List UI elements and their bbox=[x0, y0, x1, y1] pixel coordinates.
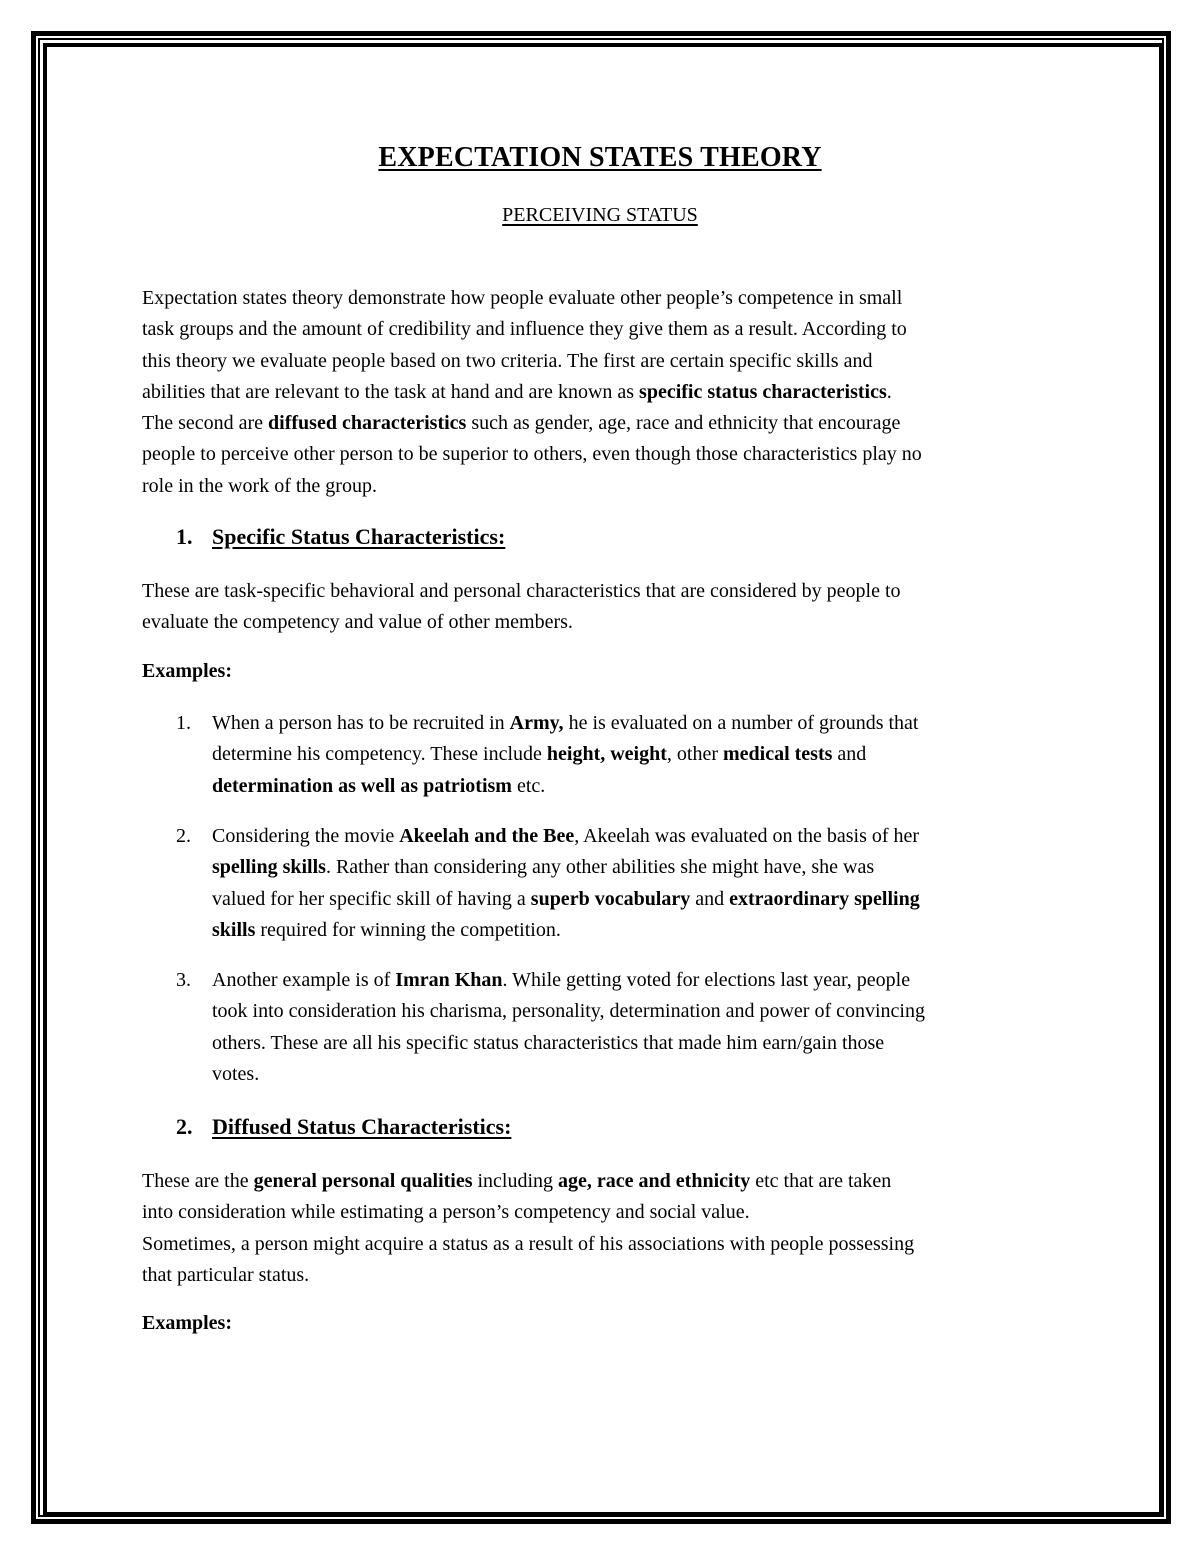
bold-term: superb vocabulary bbox=[530, 887, 691, 910]
item-line: votes. bbox=[212, 1062, 260, 1085]
example-item bbox=[142, 708, 1070, 802]
example-item bbox=[142, 965, 1070, 1090]
bold-term: Army, bbox=[509, 712, 564, 734]
bold-term: height, weight bbox=[546, 743, 667, 766]
paragraph-line: These are the general personal qualities including age, race and ethnicity etc that are taken bbox=[142, 1170, 892, 1192]
item-line: determination as well as patriotism etc. bbox=[212, 774, 546, 797]
item-line: Another example is of Imran Khan. While getting voted for elections last year, people bbox=[212, 969, 911, 991]
item-line: determine his competency. These include height, weight, other medical tests and bbox=[212, 743, 867, 766]
paragraph-line: that particular status. bbox=[142, 1263, 310, 1286]
paragraph-line: evaluate the competency and value of other members. bbox=[142, 611, 573, 634]
bold-term: diffused characteristics bbox=[268, 412, 467, 435]
bold-term: Akeelah and the Bee bbox=[399, 825, 575, 847]
example-item bbox=[142, 821, 1070, 946]
section-number: 1. bbox=[176, 524, 193, 549]
intro-line: people to perceive other person to be superior to others, even though those characteristics play no bbox=[142, 443, 922, 466]
bold-term: general personal qualities bbox=[253, 1170, 473, 1192]
bold-term: specific status characteristics bbox=[639, 380, 887, 403]
item-line: spelling skills. Rather than considering any other abilities she might have, she was bbox=[212, 856, 875, 879]
item-line: others. These are all his specific status characteristics that made him earn/gain those bbox=[212, 1031, 885, 1054]
intro-line: task groups and the amount of credibility and influence they give them as a result. According to bbox=[142, 318, 907, 341]
section-title: Diffused Status Characteristics: bbox=[212, 1114, 512, 1139]
item-line: When a person has to be recruited in Army, he is evaluated on a number of grounds that bbox=[212, 712, 919, 734]
section-number: 2. bbox=[176, 1114, 193, 1139]
bold-term: extraordinary spelling bbox=[729, 887, 920, 910]
bold-term: medical tests bbox=[722, 743, 833, 766]
item-line: Considering the movie Akeelah and the Bee, Akeelah was evaluated on the basis of her bbox=[212, 825, 920, 847]
document-subtitle: PERCEIVING STATUS bbox=[502, 204, 698, 226]
bold-term: age, race and ethnicity bbox=[558, 1170, 751, 1192]
intro-line: role in the work of the group. bbox=[142, 474, 377, 497]
bold-term: determination as well as patriotism bbox=[212, 774, 512, 797]
document-title: EXPECTATION STATES THEORY bbox=[378, 142, 822, 173]
paragraph-line: Sometimes, a person might acquire a status as a result of his associations with people possessing bbox=[142, 1232, 915, 1255]
bold-term: Imran Khan bbox=[395, 969, 503, 991]
section-heading-diffused bbox=[176, 1114, 511, 1140]
intro-paragraph bbox=[142, 283, 1070, 502]
examples-label: Examples: bbox=[142, 1312, 232, 1334]
section2-paragraph bbox=[142, 1166, 1070, 1291]
bold-term: skills bbox=[212, 918, 256, 941]
bold-term: spelling skills bbox=[212, 856, 326, 879]
intro-line: abilities that are relevant to the task at hand and are known as specific status characteristics. bbox=[142, 380, 892, 403]
list-number: 3. bbox=[176, 969, 191, 991]
list-number: 2. bbox=[176, 825, 191, 847]
examples-label: Examples: bbox=[142, 660, 232, 682]
paragraph-line: into consideration while estimating a person’s competency and social value. bbox=[142, 1201, 750, 1224]
section-heading-specific bbox=[176, 524, 505, 550]
paragraph-line: These are task-specific behavioral and personal characteristics that are considered by people to bbox=[142, 580, 901, 602]
item-line: valued for her specific skill of having a superb vocabulary and extraordinary spelling bbox=[212, 887, 920, 910]
intro-line: The second are diffused characteristics such as gender, age, race and ethnicity that encourage bbox=[142, 412, 901, 435]
section1-paragraph bbox=[142, 576, 1070, 639]
intro-line: this theory we evaluate people based on two criteria. The first are certain specific skills and bbox=[142, 349, 873, 372]
item-line: took into consideration his charisma, personality, determination and power of convincing bbox=[212, 1000, 925, 1023]
item-line: skills required for winning the competition. bbox=[212, 918, 561, 941]
section-title: Specific Status Characteristics: bbox=[212, 524, 506, 549]
list-number: 1. bbox=[176, 712, 191, 734]
intro-line: Expectation states theory demonstrate how people evaluate other people’s competence in small bbox=[142, 287, 903, 309]
